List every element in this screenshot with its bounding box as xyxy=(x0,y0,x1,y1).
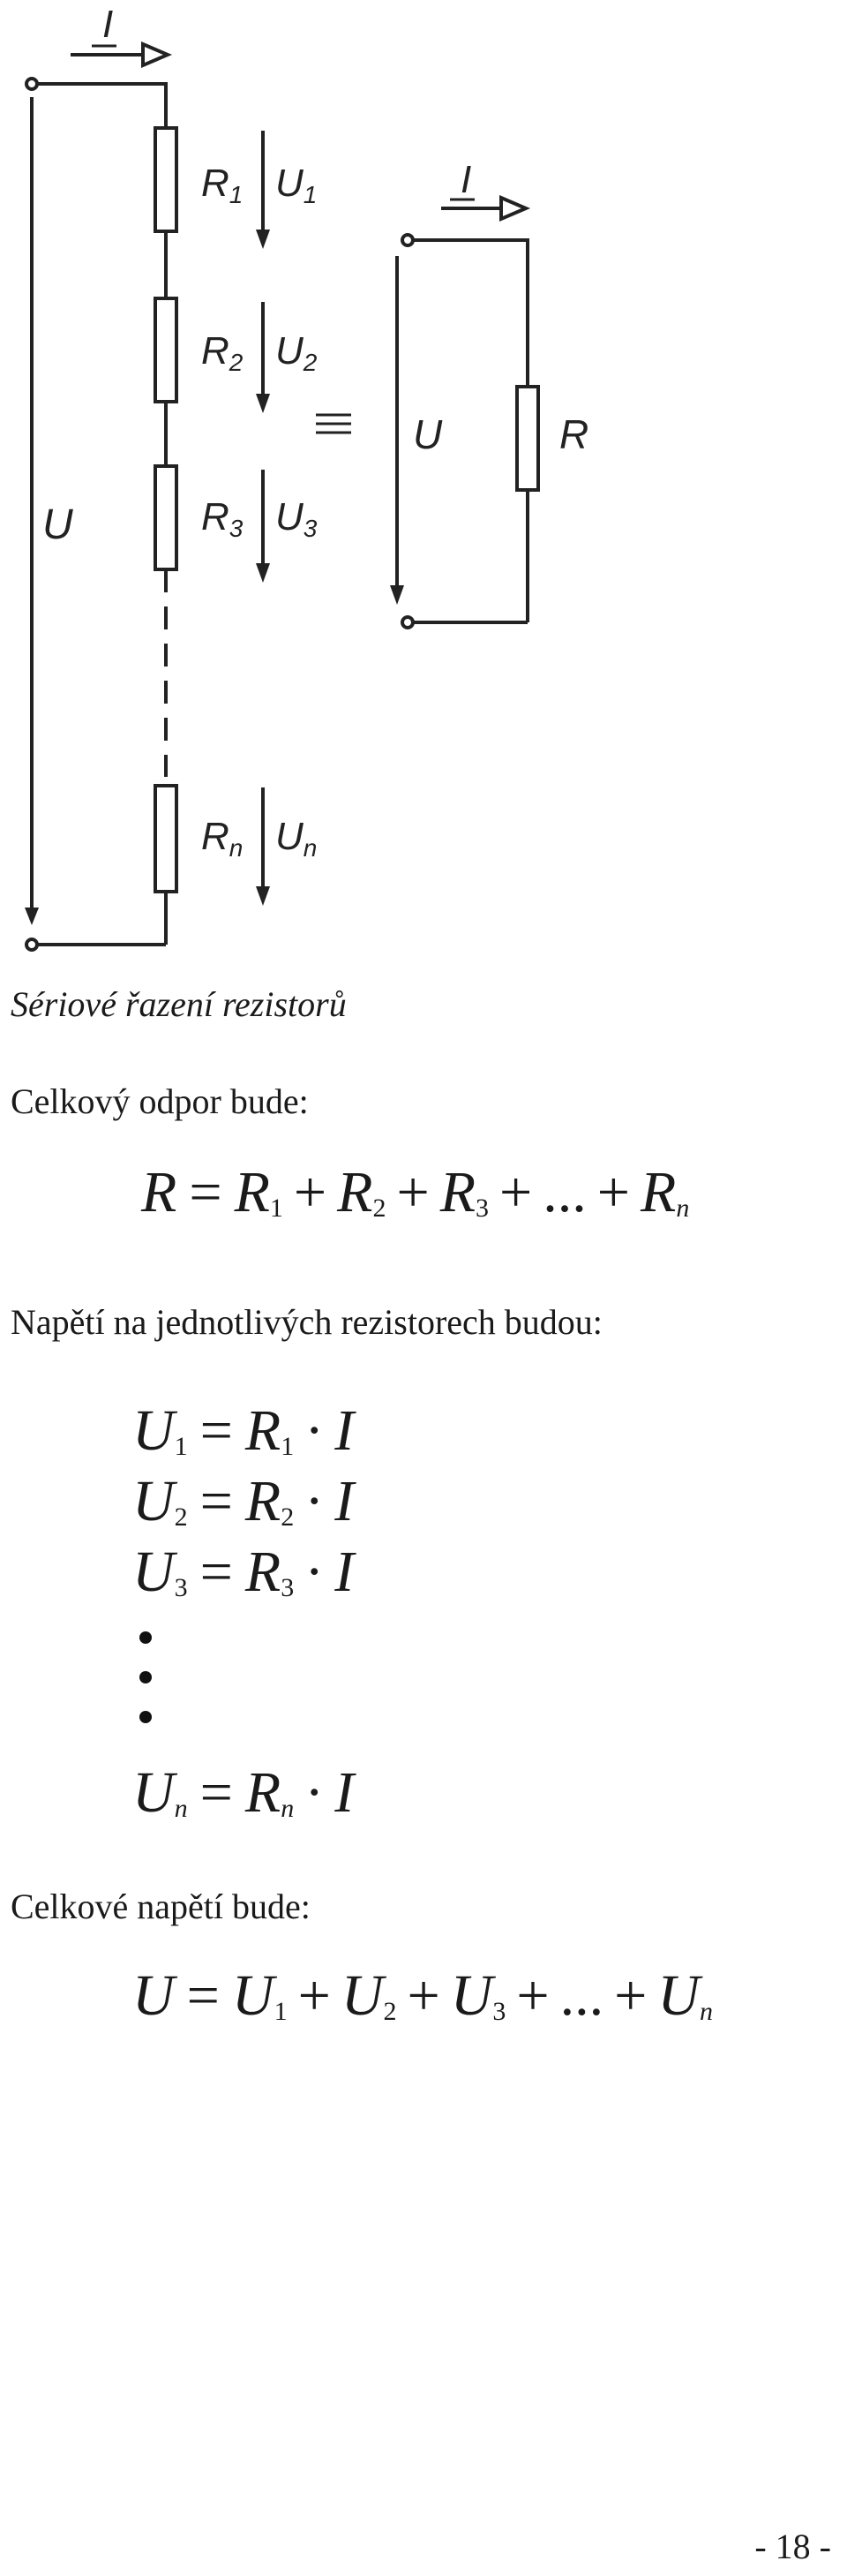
resistor-label-r3: R3 xyxy=(201,495,244,542)
equiv-resistor-label: R xyxy=(559,411,589,457)
resistor-r1 xyxy=(155,128,176,231)
voltage-label-u3: U3 xyxy=(275,495,318,542)
total-resistance-formula: $R = R_1 + R_2 + R_3$ + ... + $R_n$ xyxy=(141,1160,690,1224)
resistor-label-r2: R2 xyxy=(201,329,244,376)
voltage-equation-n: $U_n = R_n \cdot I$ xyxy=(132,1760,355,1825)
resistance-intro: Celkový odpor bude: xyxy=(11,1081,309,1121)
voltage-equation-1: $U_1 = R_1 \cdot I$ xyxy=(132,1398,355,1463)
figure-caption: Sériové řazení rezistorů xyxy=(11,984,347,1024)
voltage-label-u2: U2 xyxy=(275,329,318,376)
page-number: - 18 - xyxy=(754,2527,831,2566)
current-label: I xyxy=(102,3,114,46)
ellipsis-dot xyxy=(139,1711,152,1723)
resistor-label-r1: R1 xyxy=(201,162,244,208)
total-voltage-intro: Celkové napětí bude: xyxy=(11,1887,311,1926)
ellipsis-dot xyxy=(139,1631,152,1644)
equiv-voltage-label: U xyxy=(413,411,443,457)
resistor-label-rn: Rn xyxy=(201,815,244,862)
voltages-intro: Napětí na jednotlivých rezistorech budou: xyxy=(11,1302,603,1342)
resistor-r-equivalent xyxy=(517,387,538,490)
total-voltage-label: U xyxy=(42,501,73,548)
resistor-r3 xyxy=(155,466,176,569)
total-voltage-formula: $U = U_1 + U_2 + U_3$ + ... + $U_n$ xyxy=(132,1963,714,2028)
ellipsis-dot xyxy=(139,1671,152,1683)
voltage-label-u1: U1 xyxy=(275,162,318,208)
series-resistor-circuit-diagram xyxy=(0,0,618,980)
voltage-label-un: Un xyxy=(275,815,318,862)
equiv-current-label: I xyxy=(461,158,472,201)
resistor-rn xyxy=(155,786,176,892)
voltage-equation-2: $U_2 = R_2 \cdot I$ xyxy=(132,1469,355,1533)
voltage-equation-3: $U_3 = R_3 \cdot I$ xyxy=(132,1540,355,1604)
resistor-r2 xyxy=(155,298,176,402)
